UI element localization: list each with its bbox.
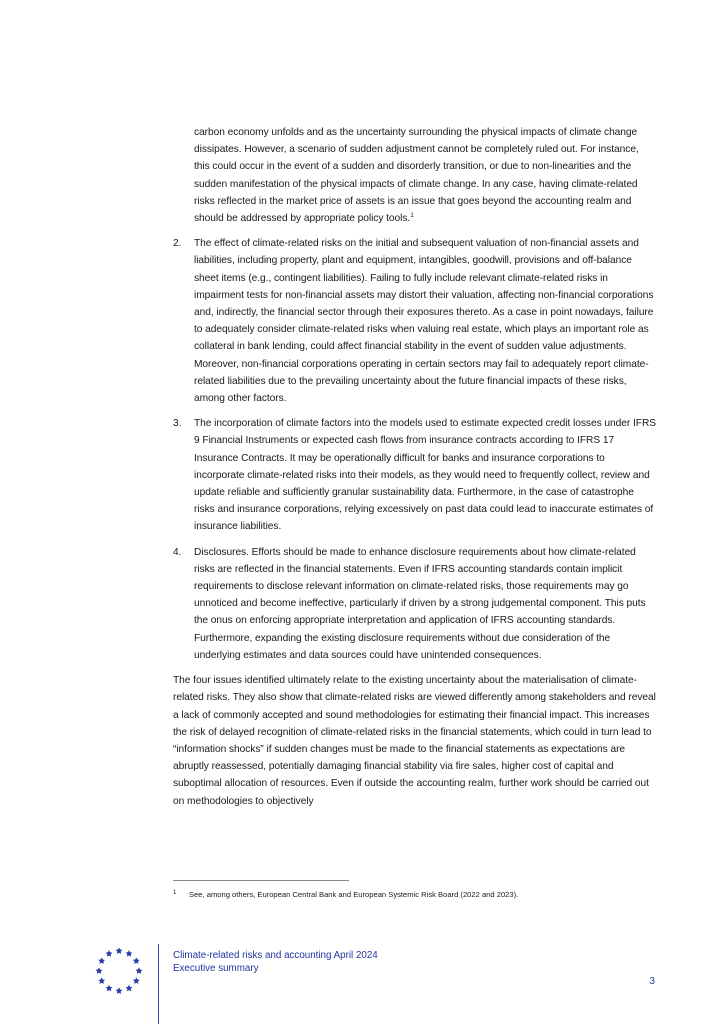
eu-star (106, 950, 113, 957)
eu-star (126, 950, 133, 957)
eu-star (98, 957, 105, 964)
eu-star (116, 947, 123, 954)
footer-section-title: Executive summary (173, 962, 259, 974)
footnote-text: See, among others, European Central Bank and European Systemic Risk Board (2022 and 2023). (189, 890, 519, 899)
footer-divider (158, 944, 159, 1024)
main-content (173, 124, 657, 810)
eu-star (116, 987, 123, 994)
eu-star (96, 967, 103, 974)
eu-star (133, 957, 140, 964)
list-item-number: 3. (173, 418, 182, 430)
footnote (173, 889, 657, 900)
list-item-text: Disclosures. Efforts should be made to enhance disclosure requirements about how climate-related risks are reflected in the financial statements. Even if IFRS accounting standards contain implicit requirements to disclose relevant information on climate-related risks, those requirements may go unnoticed and become ineffective, particularly if driven by a strong judgemental component. This puts the onus on enforcing appropriate interpretation and application of IFRS accounting standards. Furthermore, expanding the existing disclosure requirements without due consideration of the underlying estimates and data sources could have unintended consequences. (194, 546, 646, 661)
footnote-divider (173, 880, 349, 881)
footer (173, 950, 378, 975)
closing-paragraph: The four issues identified ultimately relate to the existing uncertainty about the materialisation of climate-related risks. They also show that climate-related risks are viewed differently among stakeholders and reveal a lack of commonly accepted and sound methodologies for estimating their financial impact. This increases the risk of delayed recognition of climate-related risks in the financial statements, which could in turn lead to “information shocks” if sudden changes must be made to the financial statements as expectations are abruptly reassessed, potentially damaging financial stability via fire sales, higher cost of capital and suboptimal allocation of resources. Even if outside the accounting realm, further work should be carried out on methodologies to objectively (173, 675, 656, 807)
eu-star (126, 985, 133, 992)
footnote-marker: 1 (173, 890, 177, 896)
footnote-reference[interactable]: 1 (410, 212, 414, 220)
list-item (173, 544, 657, 664)
footer-document-title: Climate-related risks and accounting April 2024 (173, 950, 378, 961)
eu-star (106, 985, 113, 992)
list-item-text: The effect of climate-related risks on the initial and subsequent valuation of non-financial assets and liabilities, including property, plant and equipment, intangibles, goodwill, provisions and off-balance sheet items (e.g., contingent liabilities). Failing to fully include relevant climate-related risks in impairment tests for non-financial assets may distort their valuation, affecting non-financial corporations and, indirectly, the financial sector through their exposures thereto. As a case in point nowadays, failure to adequately consider climate-related risks when valuing real estate, which plays an important role as collateral in bank lending, could affect financial stability in the event of sudden value adjustments. Moreover, non-financial corporations operating in certain sectors may fail to adequately report climate-related liabilities due to the prevailing uncertainty about the future financial impacts of these risks, among other factors. (194, 238, 654, 405)
intro-continuation-text: carbon economy unfolds and as the uncertainty surrounding the physical impacts of climate change dissipates. However, a scenario of sudden adjustment cannot be completely ruled out. For instance, this could occur in the event of a sudden and disorderly transition, or due to non-linearities and the sudden manifestation of the physical impacts of climate change. In any case, having climate-related risks reflected in the market price of assets is an issue that goes beyond the accounting realm and should be addressed by appropriate policy tools. (194, 127, 639, 225)
eu-star (136, 967, 143, 974)
list-item-number: 4. (173, 546, 182, 558)
numbered-list (173, 235, 657, 664)
list-item (173, 415, 657, 535)
intro-continuation-paragraph (173, 124, 657, 227)
eu-stars-logo-icon (92, 944, 146, 998)
eu-star (133, 977, 140, 984)
list-item-text: The incorporation of climate factors into the models used to estimate expected credit losses under IFRS 9 Financial Instruments or expected cash flows from insurance contracts according to IFRS 17 Insurance Contracts. It may be operationally difficult for banks and insurance corporations to incorporate climate-related risks into their models, as they would need to frequently collect, review and update reliable and sufficiently granular sustainability data. Furthermore, in the case of catastrophe risks and insurance corporations, relying excessively on past data could lead to inaccurate estimates of insurance liabilities. (194, 418, 657, 533)
list-item-number: 2. (173, 238, 182, 250)
page-number: 3 (649, 976, 655, 987)
list-item (173, 235, 657, 407)
eu-star (98, 977, 105, 984)
